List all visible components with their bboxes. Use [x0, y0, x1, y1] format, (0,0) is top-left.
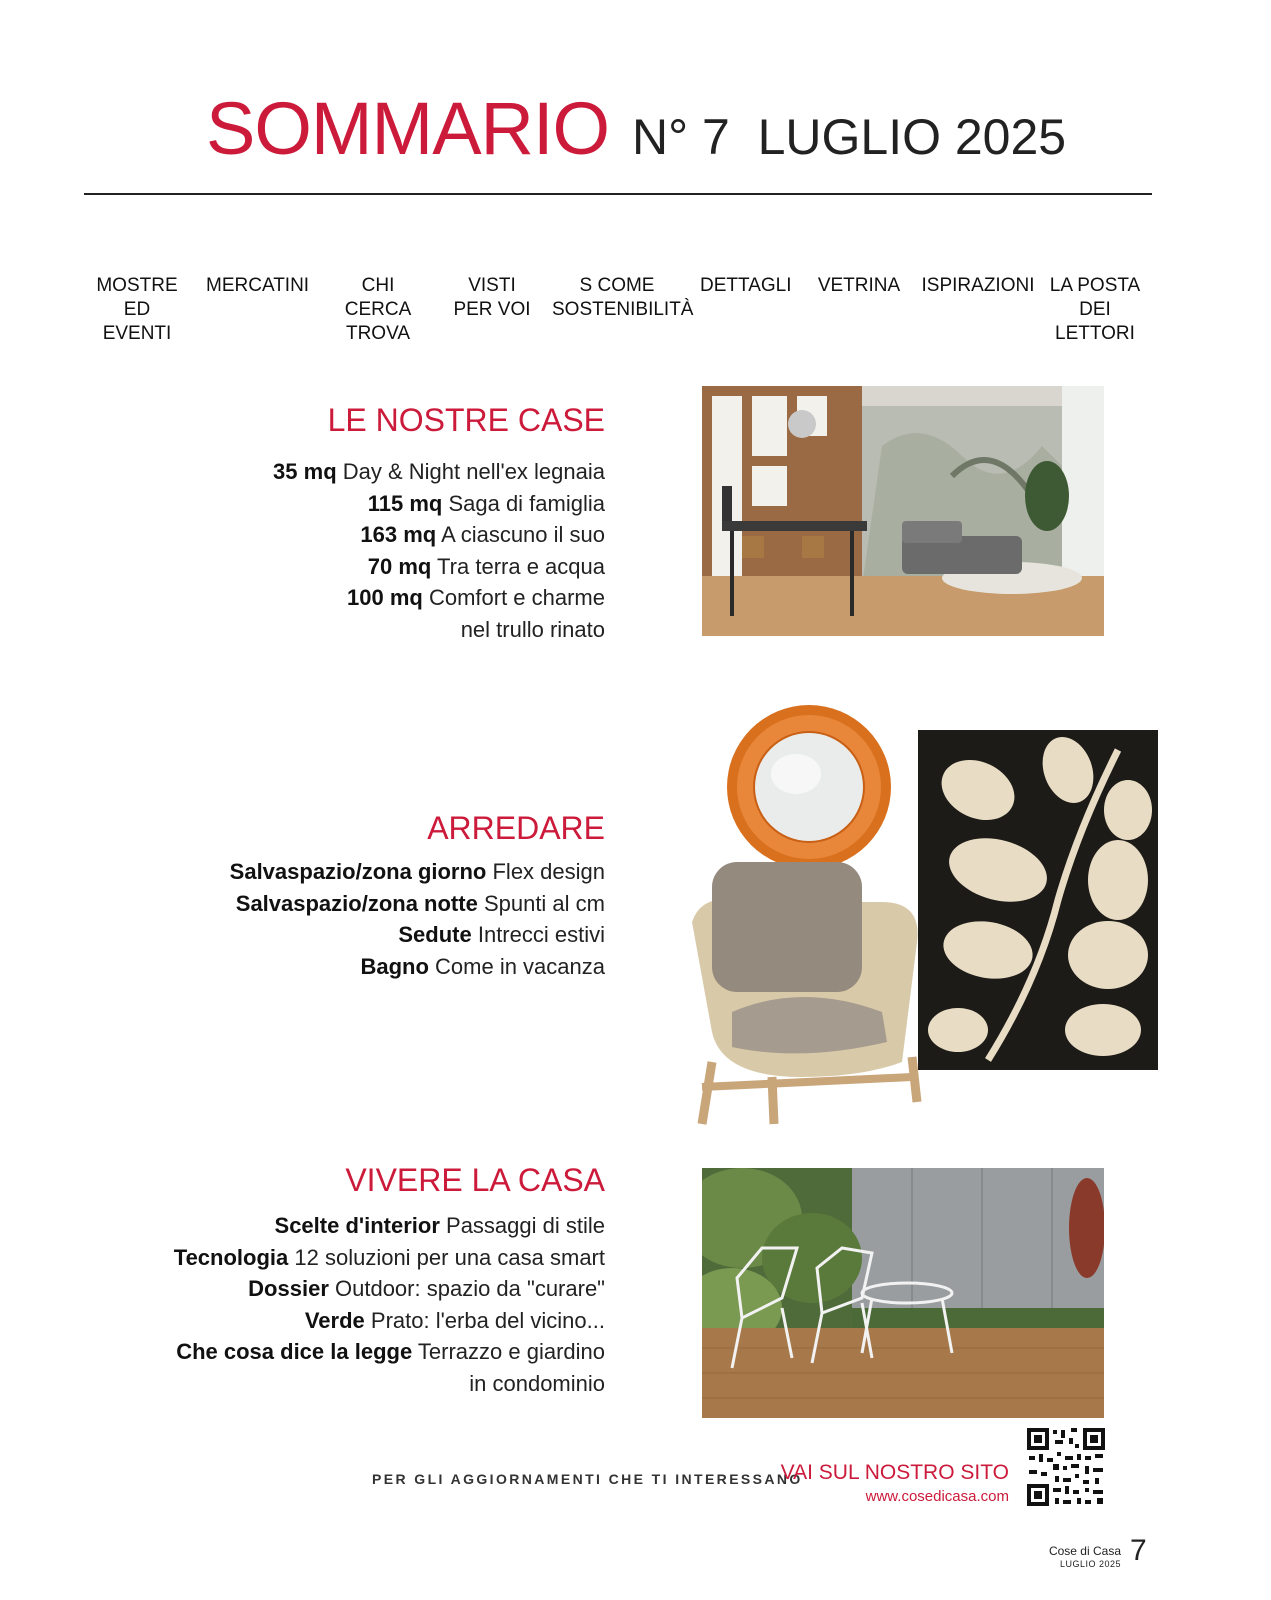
section-title-arredare[interactable]: ARREDARE — [427, 810, 605, 846]
entry-title: Terrazzo e giardino — [412, 1339, 605, 1364]
entry-rubric: Che cosa dice la legge — [176, 1339, 413, 1364]
magazine-name: Cose di Casa — [1048, 1544, 1121, 1558]
toc-entry[interactable] — [273, 519, 605, 551]
entry-continuation: in condominio — [469, 1370, 605, 1396]
entry-rubric: Salvaspazio/zona giorno — [229, 859, 487, 884]
nav-ispirazioni[interactable]: ISPIRAZIONI — [921, 275, 1035, 296]
entry-title: Saga di famiglia — [442, 490, 605, 516]
section-title-vivere-la-casa[interactable]: VIVERE LA CASA — [345, 1162, 605, 1198]
entry-rubric: Salvaspazio/zona notte — [235, 890, 478, 916]
leaf-rug-image — [918, 730, 1158, 1070]
entry-size: 115 mq — [367, 490, 443, 516]
entry-rubric: Bagno — [360, 953, 429, 979]
nav-la-posta-dei-lettori[interactable]: LA POSTA DEI LETTORI — [1049, 275, 1141, 344]
toc-entry[interactable] — [230, 888, 605, 920]
entry-title: Come in vacanza — [428, 953, 605, 979]
entry-size: 163 mq — [360, 522, 437, 547]
header-divider — [84, 193, 1152, 195]
toc-entry[interactable] — [273, 551, 605, 583]
toc-entry[interactable] — [174, 1336, 605, 1368]
toc-entry[interactable] — [230, 856, 605, 888]
entry-rubric: Sedute — [398, 922, 472, 947]
entry-title: 12 soluzioni per una casa smart — [288, 1244, 605, 1270]
nav-mostre-ed-eventi[interactable]: MOSTRE ED EVENTI — [96, 275, 178, 344]
entry-size: 100 mq — [347, 585, 423, 610]
page-title: SOMMARIO — [206, 87, 610, 170]
entry-rubric: Dossier — [248, 1276, 329, 1301]
toc-entry[interactable] — [273, 488, 605, 520]
site-url-link[interactable]: www.cosedicasa.com — [865, 1488, 1009, 1505]
entry-rubric: Verde — [304, 1307, 365, 1333]
entry-title: A ciascuno il suo — [436, 522, 605, 547]
entry-title: Outdoor: spazio da "curare" — [328, 1276, 605, 1301]
section-list-arredare — [230, 856, 605, 982]
nav-chi-cerca-trova[interactable]: CHI CERCA TROVA — [344, 275, 412, 344]
toc-entry[interactable] — [174, 1305, 605, 1337]
entry-title: Prato: l'erba del vicino... — [364, 1307, 605, 1333]
section-list-le-nostre-case — [273, 456, 605, 645]
section-title-le-nostre-case[interactable]: LE NOSTRE CASE — [327, 402, 605, 438]
page-number: 7 — [1130, 1534, 1147, 1567]
toc-entry[interactable] — [174, 1273, 605, 1305]
entry-continuation: nel trullo rinato — [460, 616, 605, 642]
entry-size: 70 mq — [367, 553, 432, 579]
entry-size: 35 mq — [273, 459, 337, 484]
entry-rubric: Tecnologia — [173, 1244, 289, 1270]
entry-rubric: Scelte d'interior — [274, 1213, 440, 1238]
living-room-photo — [702, 386, 1104, 636]
nav-vetrina[interactable]: VETRINA — [817, 275, 901, 296]
toc-entry[interactable] — [273, 582, 605, 614]
nav-visti-per-voi[interactable]: VISTI PER VOI — [453, 275, 531, 320]
toc-entry[interactable] — [174, 1210, 605, 1242]
entry-title: Comfort e charme — [422, 585, 605, 610]
nav-mercatini[interactable]: MERCATINI — [206, 275, 310, 296]
garden-photo — [702, 1168, 1104, 1418]
toc-entry[interactable] — [174, 1242, 605, 1274]
armchair-image — [682, 862, 928, 1132]
toc-entry[interactable] — [230, 919, 605, 951]
entry-title: Passaggi di stile — [439, 1213, 605, 1238]
issue-label: N° 7 LUGLIO 2025 — [632, 109, 1067, 165]
nav-dettagli[interactable]: DETTAGLI — [700, 275, 792, 296]
entry-title: Flex design — [486, 859, 605, 884]
entry-title: Day & Night nell'ex legnaia — [336, 459, 605, 484]
cta-updates-text: PER GLI AGGIORNAMENTI CHE TI INTERESSANO — [372, 1471, 803, 1487]
nav-s-come-sostenibilita[interactable]: S COME SOSTENIBILITÀ — [552, 275, 694, 320]
cta-visit-site[interactable]: VAI SUL NOSTRO SITO — [780, 1461, 1009, 1484]
toc-entry[interactable] — [273, 456, 605, 488]
round-mirror-image — [726, 704, 892, 870]
section-list-vivere-la-casa — [174, 1210, 605, 1399]
magazine-date: LUGLIO 2025 — [1059, 1559, 1121, 1569]
qr-code-icon[interactable] — [1025, 1426, 1107, 1508]
entry-title: Intrecci estivi — [471, 922, 605, 947]
entry-title: Spunti al cm — [477, 890, 605, 916]
toc-entry[interactable] — [230, 951, 605, 983]
entry-title: Tra terra e acqua — [431, 553, 605, 579]
